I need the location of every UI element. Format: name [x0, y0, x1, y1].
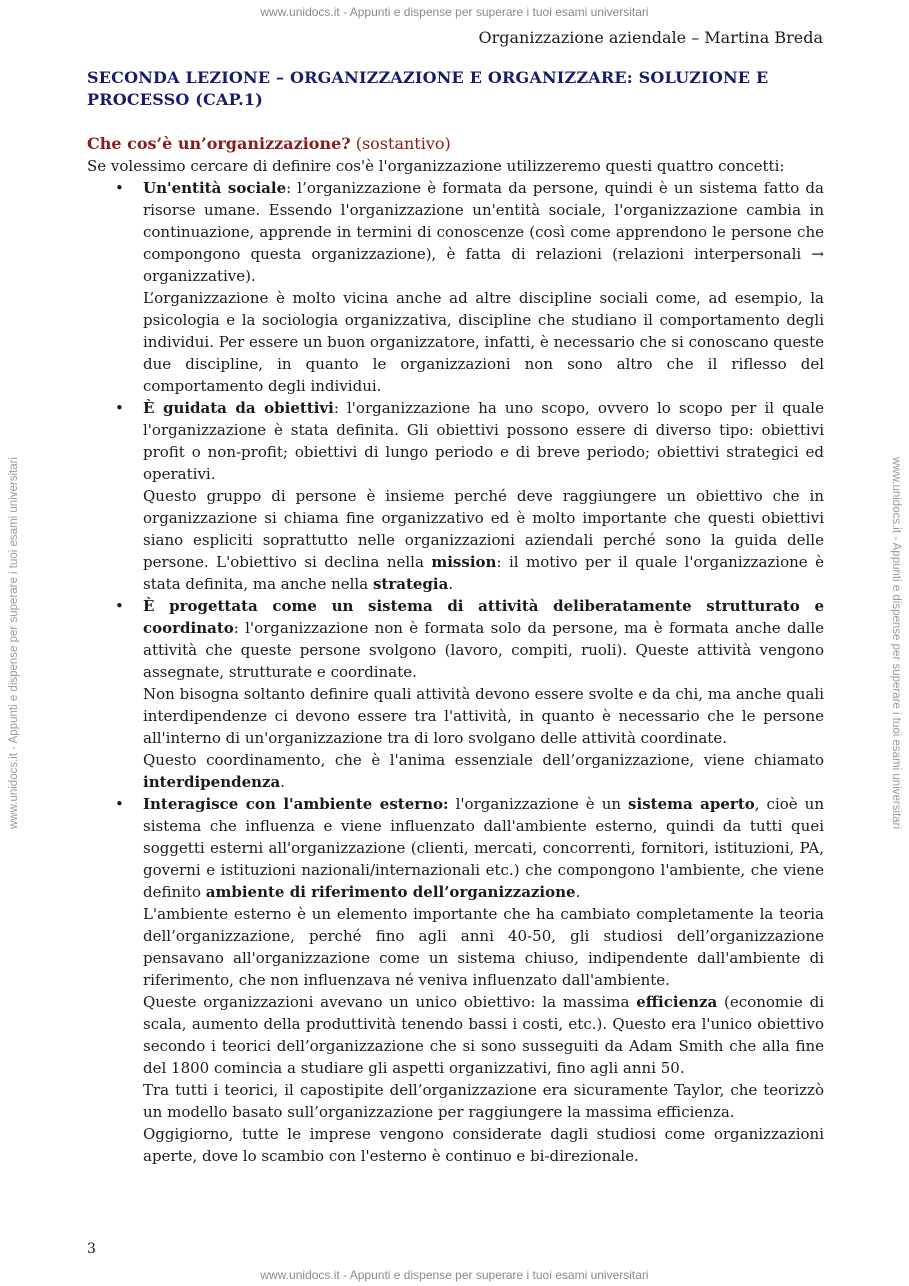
paragraph: L’organizzazione è molto vicina anche ad altre discipline sociali come, ad esempio, la psicologia e la sociologia organizzativa, discipline che studiano il comportamento degli individui. Per essere un buon organizzatore, infatti, è necessario che si conoscano queste due discipline, in quanto le organizzazioni non sono altro che il riflesso del comportamento degli individui. — [143, 289, 824, 395]
bold-term: sistema aperto — [628, 795, 755, 813]
text-run: Questo gruppo di persone è insieme perché deve raggiungere un obiettivo che in organizzazione si chiama fine organizzativo ed è molto importante che questi obiettivi siano espliciti soprattutto nelle organizzazioni aziendali perché sono la guida delle persone. L'obiettivo si declina nella — [143, 487, 824, 571]
bullet-term: È guidata da obiettivi — [143, 399, 334, 417]
bullet-term: Un'entità sociale — [143, 179, 287, 197]
section-heading — [87, 133, 824, 155]
text-run: . — [280, 773, 286, 791]
paragraph — [143, 749, 824, 793]
text-run: : il motivo per il quale l'organizzazione è stata definita, ma anche nella — [143, 553, 824, 593]
list-item — [143, 397, 824, 595]
bold-term: strategia — [372, 575, 449, 593]
watermark-top: www.unidocs.it - Appunti e dispense per superare i tuoi esami universitari — [260, 5, 649, 19]
text-run: l'organizzazione è un — [448, 795, 629, 813]
bullet-term: Interagisce con l'ambiente esterno: — [143, 795, 449, 813]
section-heading-note: (sostantivo) — [355, 134, 451, 153]
paragraph: Oggigiorno, tutte le imprese vengono considerate dagli studiosi come organizzazioni aperte, dove lo scambio con l'esterno è continuo e bi-direzionale. — [143, 1125, 824, 1165]
bold-term: interdipendenza — [143, 773, 281, 791]
term-separator: : — [233, 619, 239, 637]
text-run: . — [448, 575, 454, 593]
term-separator: : — [286, 179, 292, 197]
watermark-bottom: www.unidocs.it - Appunti e dispense per superare i tuoi esami universitari — [260, 1268, 649, 1282]
paragraph — [143, 485, 824, 595]
text-run: Questo coordinamento, che è l'anima essenziale dell’organizzazione, viene chiamato — [143, 751, 824, 769]
text-run: , cioè un sistema che influenza e viene influenzato dall'ambiente esterno, quindi da tutti quei soggetti esterni all'organizzazione (clienti, mercati, concorrenti, fornitori, istituzioni, PA, governi e istituzioni nazionali/internazionali etc.) che compongono l'ambiente, che viene definito — [143, 795, 825, 901]
bold-term: efficienza — [636, 993, 718, 1011]
term-separator: : — [333, 399, 339, 417]
list-item — [143, 793, 824, 1167]
bullet-term: È progettata come un sistema di attività deliberatamente strutturato e coordinato — [143, 597, 824, 637]
watermark-left-text: www.unidocs.it - Appunti e dispense per superare i tuoi esami universitari — [8, 456, 20, 830]
page-content — [87, 67, 824, 1167]
paragraph: Non bisogna soltanto definire quali attività devono essere svolte e da chi, ma anche quali interdipendenze ci devono essere tra l'attività, in quanto è necessario che le persone all'interno di un'organizzazione tra di loro svolgano delle attività coordinate. — [143, 685, 824, 747]
bold-term: mission — [431, 553, 497, 571]
text-run: Queste organizzazioni avevano un unico obiettivo: la massima — [143, 993, 637, 1011]
lesson-title: SECONDA LEZIONE – ORGANIZZAZIONE E ORGANIZZARE: SOLUZIONE E PROCESSO (CAP.1) — [87, 68, 769, 109]
text-run: (economie di scala, aumento della produttività tenendo bassi i costi, etc.). Questo era l'unico obiettivo secondo i teorici dell’organizzazione che si sono susseguiti da Adam Smith che alla fine del 1800 comincia a studiare gli aspetti organizzativi, fino agli anni 50. — [143, 993, 825, 1077]
list-item — [143, 177, 824, 397]
paragraph: L'ambiente esterno è un elemento importante che ha cambiato completamente la teoria dell’organizzazione, perché fino agli anni 40-50, gli studiosi dell’organizzazione pensavano all'organizzazione come un sistema chiuso, indipendente dall'ambiente di riferimento, che non influenzava né veniva influenzato dall'ambiente. — [143, 905, 824, 989]
list-item — [143, 595, 824, 793]
bullet-text: l'organizzazione ha uno scopo, ovvero lo scopo per il quale l'organizzazione è stata definita. Gli obiettivi possono essere di diverso tipo: obiettivi profit o non-profit; obiettivi di lungo periodo e di breve periodo; obiettivi strategici ed operativi. — [143, 399, 824, 483]
page-number: 3 — [87, 1241, 96, 1257]
section-intro: Se volessimo cercare di definire cos'è l'organizzazione utilizzeremo questi quattro concetti: — [87, 157, 785, 175]
paragraph: Tra tutti i teorici, il capostipite dell’organizzazione era sicuramente Taylor, che teorizzò un modello basato sull’organizzazione per raggiungere la massima efficienza. — [143, 1081, 824, 1121]
bullet-text: l'organizzazione non è formata solo da persone, ma è formata anche dalle attività che queste persone svolgono (lavoro, compiti, ruoli). Queste attività vengono assegnate, strutturate e coordinate. — [143, 619, 824, 681]
paragraph — [143, 595, 824, 683]
bold-term: ambiente di riferimento dell’organizzazione — [205, 883, 576, 901]
watermark-right-text: www.unidocs.it - Appunti e dispense per superare i tuoi esami universitari — [890, 456, 902, 830]
paragraph — [143, 991, 824, 1079]
paragraph — [143, 793, 824, 903]
text-run: . — [575, 883, 581, 901]
section-heading-text: Che cos’è un’organizzazione? — [87, 134, 351, 153]
concept-list — [87, 177, 824, 1167]
paragraph — [143, 397, 824, 485]
running-header: Organizzazione aziendale – Martina Breda — [478, 28, 823, 47]
paragraph — [143, 177, 824, 287]
bullet-text: l’organizzazione è formata da persone, quindi è un sistema fatto da risorse umane. Essendo l'organizzazione un'entità sociale, l'organizzazione cambia in continuazione, apprende in termini di conoscenze (così come apprendono le persone che compongono questa organizzazione), è fatta di relazioni (relazioni interpersonali → organizzative). — [143, 179, 824, 285]
